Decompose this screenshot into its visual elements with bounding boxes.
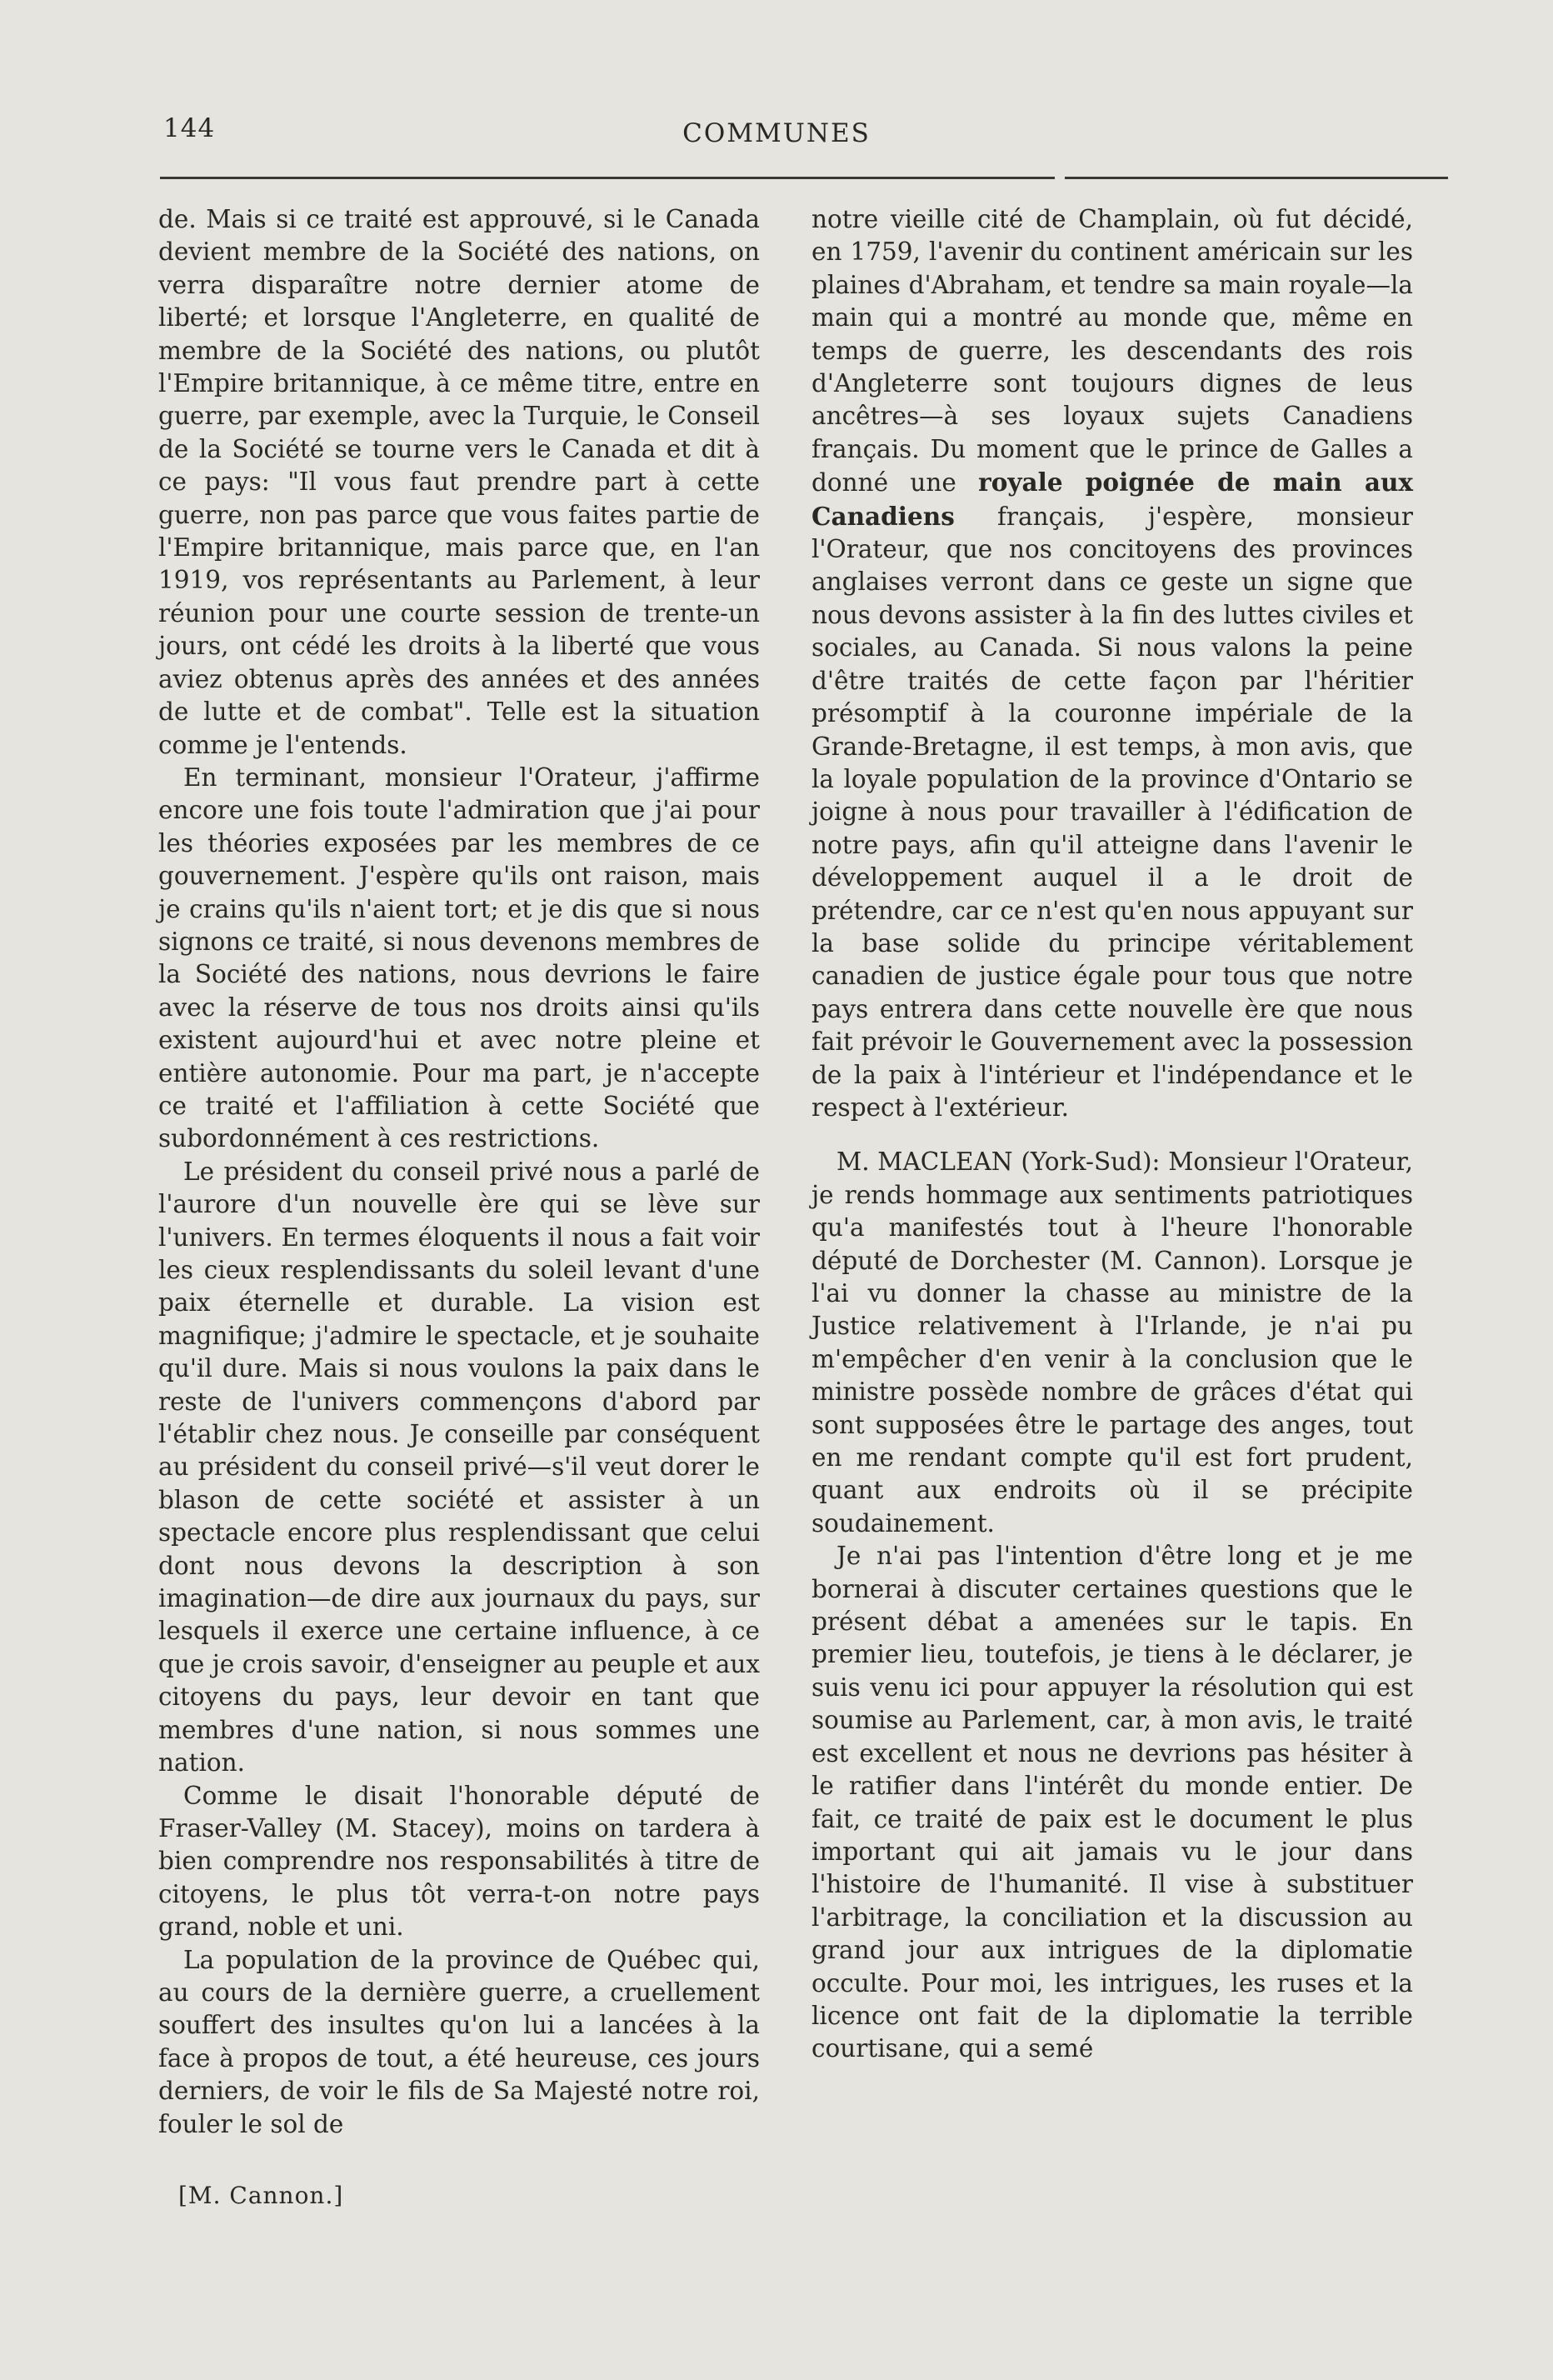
page-number: 144 [163, 113, 216, 143]
running-head: COMMUNES [682, 118, 871, 148]
left-paragraph-3: Le président du conseil privé nous a parlé de l'aurore d'un nouvelle ère qui se lève sur l'univers. En termes éloquents il nous a fait voir les cieux resplendissants du soleil levant d'une paix éternelle et durable. La vision est magnifique; j'admire le spectacle, et je souhaite qu'il dure. Mais si nous voulons la paix dans le reste de l'univers commençons d'abord par l'établir chez nous. Je conseille par conséquent au président du conseil privé—s'il veut dorer le blason de cette société et assister à un spectacle encore plus resplendissant que celui dont nous devons la description à son imagination—de dire aux journaux du pays, sur lesquels il exerce une certaine influence, à ce que je crois savoir, d'enseigner au peuple et aux citoyens du pays, leur devoir en tant que membres d'une nation, si nous sommes une nation. [158, 1157, 760, 1778]
speaker-reference: [M. Cannon.] [178, 2182, 344, 2209]
right-paragraph-1-bold: royale poignée de main aux Canadiens [811, 468, 1413, 531]
right-paragraph-1-part-a: notre vieille cité de Champlain, où fut décidé, en 1759, l'avenir du continent américain sur les plaines d'Abraham, et tendre sa main royale—la main qui a montré au monde que, même en temps de guerre, les descendants des rois d'Angleterre sont toujours dignes de leus ancêtres—à ses loyaux sujets Canadiens français. Du moment que le prince de Galles a donné une [811, 205, 1413, 498]
left-paragraph-5: La population de la province de Québec qui, au cours de la dernière guerre, a cruellement souffert des insultes qu'on lui a lancées à la face à propos de tout, a été heureuse, ces jours derniers, de voir le fils de Sa Majesté notre roi, fouler le sol de [158, 1945, 760, 2138]
header-rule-left [160, 177, 1055, 179]
right-paragraph-1-part-b: français, j'espère, monsieur l'Orateur, que nos concitoyens des provinces anglaises verront dans ce geste un signe que nous devons assister à la fin des luttes civiles et sociales, au Canada. Si nous valons la peine d'être traités de cette façon par l'héritier présomptif à la couronne impériale de la Grande-Bretagne, il est temps, à mon avis, que la loyale population de la province d'Ontario se joigne à nous pour travailler à l'édification de notre pays, afin qu'il atteigne dans l'avenir le développement auquel il a le droit de prétendre, car ce n'est qu'en nous appuyant sur la base solide du principe véritablement canadien de justice égale pour tous que notre pays entrera dans cette nouvelle ère que nous fait prévoir le Gouvernement avec la possession de la paix à l'intérieur et l'indépendance et le respect à l'extérieur. [811, 502, 1413, 1122]
right-column [811, 203, 1413, 2066]
right-paragraph-1 [811, 203, 1413, 1124]
header-rule-right [1065, 177, 1448, 179]
right-paragraph-3: Je n'ai pas l'intention d'être long et je me bornerai à discuter certaines questions que le présent débat a amenées sur le tapis. En premier lieu, toutefois, je tiens à le déclarer, je suis venu ici pour appuyer la résolution qui est soumise au Parlement, car, à mon avis, le traité est excellent et nous ne devrions pas hésiter à le ratifier dans l'intérêt du monde entier. De fait, ce traité de paix est le document le plus important qui ait jamais vu le jour dans l'histoire de l'humanité. Il vise à substituer l'arbitrage, la conciliation et la discussion au grand jour aux intrigues de la diplomatie occulte. Pour moi, les intrigues, les ruses et la licence ont fait de la diplomatie la terrible courtisane, qui a semé [811, 1542, 1413, 2063]
left-paragraph-1: de. Mais si ce traité est approuvé, si le Canada devient membre de la Société des nations, on verra disparaître notre dernier atome de liberté; et lorsque l'Angleterre, en qualité de membre de la Société des nations, ou plutôt l'Empire britannique, à ce même titre, entre en guerre, par exemple, avec la Turquie, le Conseil de la Société se tourne vers le Canada et dit à ce pays: "Il vous faut prendre part à cette guerre, non pas parce que vous faites partie de l'Empire britannique, mais parce que, en l'an 1919, vos représentants au Parlement, à leur réunion pour une courte session de trente-un jours, ont cédé les droits à la liberté que vous aviez obtenus après des années et des années de lutte et de combat". Telle est la situation comme je l'entends. [158, 205, 760, 759]
left-paragraph-2: En terminant, monsieur l'Orateur, j'affirme encore une fois toute l'admiration que j'ai pour les théories exposées par les membres de ce gouvernement. J'espère qu'ils ont raison, mais je crains qu'ils n'aient tort; et je dis que si nous signons ce traité, si nous devenons membres de la Société des nations, nous devrions le faire avec la réserve de tous nos droits ainsi qu'ils existent aujourd'hui et avec notre pleine et entière autonomie. Pour ma part, je n'accepte ce traité et l'affiliation à cette Société que subordonnément à ces restrictions. [158, 762, 760, 1153]
left-paragraph-4: Comme le disait l'honorable député de Fraser-Valley (M. Stacey), moins on tardera à bien comprendre nos responsabilités à titre de citoyens, le plus tôt verra-t-on notre pays grand, noble et uni. [158, 1781, 760, 1942]
right-paragraph-2: M. MACLEAN (York-Sud): Monsieur l'Orateur, je rends hommage aux sentiments patriotiques qu'a manifestés tout à l'heure l'honorable député de Dorchester (M. Cannon). Lorsque je l'ai vu donner la chasse au ministre de la Justice relativement à l'Irlande, je n'ai pu m'empêcher d'en venir à la conclusion que le ministre possède nombre de grâces d'état qui sont supposées être le partage des anges, tout en me rendant compte qu'il est fort prudent, quant aux endroits où il se précipite soudainement. [811, 1148, 1413, 1538]
left-column [158, 203, 760, 2141]
